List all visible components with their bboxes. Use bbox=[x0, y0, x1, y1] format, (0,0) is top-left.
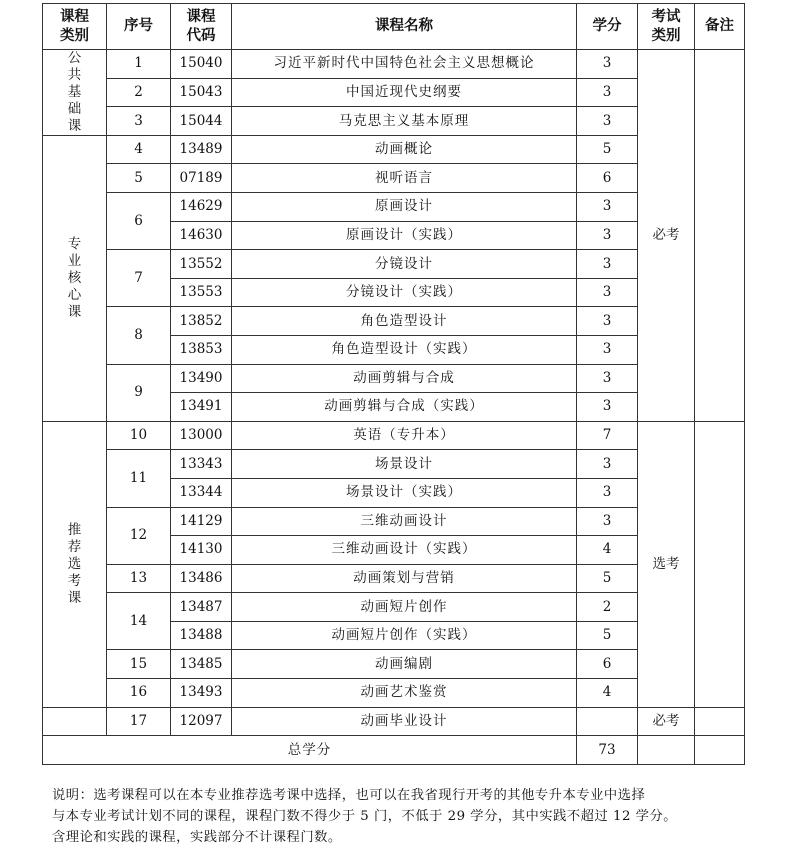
credits-cell: 3 bbox=[577, 478, 638, 507]
seq-cell: 12 bbox=[107, 507, 171, 564]
code-cell: 14629 bbox=[171, 192, 232, 221]
seq-cell: 9 bbox=[107, 364, 171, 421]
credits-cell: 3 bbox=[577, 78, 638, 107]
total-label: 总学分 bbox=[43, 736, 577, 765]
name-cell: 三维动画设计（实践） bbox=[232, 536, 577, 565]
credits-cell: 3 bbox=[577, 192, 638, 221]
table-row bbox=[43, 421, 745, 450]
category-public: 公共基础课 bbox=[43, 50, 107, 136]
curriculum-table bbox=[42, 3, 745, 765]
name-cell: 英语（专升本） bbox=[232, 421, 577, 450]
credits-cell: 3 bbox=[577, 307, 638, 336]
code-cell: 13000 bbox=[171, 421, 232, 450]
total-value: 73 bbox=[577, 736, 638, 765]
remarks-cell bbox=[695, 50, 745, 422]
name-cell: 角色造型设计 bbox=[232, 307, 577, 336]
seq-cell: 11 bbox=[107, 450, 171, 507]
code-cell: 13852 bbox=[171, 307, 232, 336]
name-cell: 动画概论 bbox=[232, 135, 577, 164]
name-cell: 习近平新时代中国特色社会主义思想概论 bbox=[232, 50, 577, 79]
name-cell: 动画剪辑与合成（实践） bbox=[232, 393, 577, 422]
code-cell: 07189 bbox=[171, 164, 232, 193]
credits-cell: 3 bbox=[577, 450, 638, 479]
remarks-cell bbox=[695, 421, 745, 707]
code-cell: 14630 bbox=[171, 221, 232, 250]
remarks-cell bbox=[695, 707, 745, 736]
header-remarks: 备注 bbox=[695, 4, 745, 50]
credits-cell: 3 bbox=[577, 107, 638, 136]
credits-cell: 5 bbox=[577, 621, 638, 650]
code-cell: 15044 bbox=[171, 107, 232, 136]
code-cell: 13488 bbox=[171, 621, 232, 650]
credits-cell: 5 bbox=[577, 564, 638, 593]
code-cell: 13491 bbox=[171, 393, 232, 422]
credits-cell: 2 bbox=[577, 593, 638, 622]
code-cell: 14130 bbox=[171, 536, 232, 565]
seq-cell: 2 bbox=[107, 78, 171, 107]
seq-cell: 6 bbox=[107, 192, 171, 249]
credits-cell: 3 bbox=[577, 507, 638, 536]
code-cell: 15040 bbox=[171, 50, 232, 79]
code-cell: 12097 bbox=[171, 707, 232, 736]
credits-cell: 6 bbox=[577, 164, 638, 193]
total-empty-cell bbox=[695, 736, 745, 765]
name-cell: 场景设计（实践） bbox=[232, 478, 577, 507]
code-cell: 13553 bbox=[171, 278, 232, 307]
code-cell: 13487 bbox=[171, 593, 232, 622]
name-cell: 三维动画设计 bbox=[232, 507, 577, 536]
code-cell: 14129 bbox=[171, 507, 232, 536]
seq-cell: 10 bbox=[107, 421, 171, 450]
code-cell: 13344 bbox=[171, 478, 232, 507]
category-elective: 推荐选考课 bbox=[43, 421, 107, 707]
code-cell: 13486 bbox=[171, 564, 232, 593]
name-cell: 马克思主义基本原理 bbox=[232, 107, 577, 136]
name-cell: 动画毕业设计 bbox=[232, 707, 577, 736]
credits-cell: 6 bbox=[577, 650, 638, 679]
credits-cell: 3 bbox=[577, 250, 638, 279]
name-cell: 场景设计 bbox=[232, 450, 577, 479]
name-cell: 动画策划与营销 bbox=[232, 564, 577, 593]
seq-cell: 17 bbox=[107, 707, 171, 736]
total-row bbox=[43, 736, 745, 765]
header-code: 课程代码 bbox=[171, 4, 232, 50]
category-core: 专业核心课 bbox=[43, 135, 107, 421]
table-row bbox=[43, 707, 745, 736]
code-cell: 13485 bbox=[171, 650, 232, 679]
name-cell: 动画短片创作 bbox=[232, 593, 577, 622]
category-empty-cell bbox=[43, 707, 107, 736]
seq-cell: 5 bbox=[107, 164, 171, 193]
code-cell: 15043 bbox=[171, 78, 232, 107]
exam-type-required-final: 必考 bbox=[638, 707, 695, 736]
credits-cell: 3 bbox=[577, 335, 638, 364]
name-cell: 动画剪辑与合成 bbox=[232, 364, 577, 393]
exam-type-required: 必考 bbox=[638, 50, 695, 422]
seq-cell: 8 bbox=[107, 307, 171, 364]
code-cell: 13493 bbox=[171, 679, 232, 708]
credits-cell: 3 bbox=[577, 221, 638, 250]
credits-cell: 4 bbox=[577, 679, 638, 708]
name-cell: 原画设计 bbox=[232, 192, 577, 221]
credits-cell bbox=[577, 707, 638, 736]
name-cell: 动画编剧 bbox=[232, 650, 577, 679]
credits-cell: 3 bbox=[577, 278, 638, 307]
footnote-line: 与本专业考试计划不同的课程，课程门数不得少于 5 门，不低于 29 学分，其中实践不超过 12 学分。 bbox=[52, 809, 678, 824]
curriculum-document bbox=[42, 3, 744, 765]
seq-cell: 3 bbox=[107, 107, 171, 136]
header-credits: 学分 bbox=[577, 4, 638, 50]
code-cell: 13552 bbox=[171, 250, 232, 279]
seq-cell: 16 bbox=[107, 679, 171, 708]
seq-cell: 14 bbox=[107, 593, 171, 650]
footnote-line: 说明：选考课程可以在本专业推荐选考课中选择，也可以在我省现行开考的其他专升本专业中选择 bbox=[52, 788, 646, 803]
seq-cell: 15 bbox=[107, 650, 171, 679]
code-cell: 13343 bbox=[171, 450, 232, 479]
seq-cell: 13 bbox=[107, 564, 171, 593]
name-cell: 分镜设计（实践） bbox=[232, 278, 577, 307]
seq-cell: 7 bbox=[107, 250, 171, 307]
footnote bbox=[52, 785, 744, 848]
name-cell: 角色造型设计（实践） bbox=[232, 335, 577, 364]
credits-cell: 4 bbox=[577, 536, 638, 565]
code-cell: 13853 bbox=[171, 335, 232, 364]
name-cell: 分镜设计 bbox=[232, 250, 577, 279]
code-cell: 13490 bbox=[171, 364, 232, 393]
name-cell: 视听语言 bbox=[232, 164, 577, 193]
name-cell: 原画设计（实践） bbox=[232, 221, 577, 250]
seq-cell: 1 bbox=[107, 50, 171, 79]
code-cell: 13489 bbox=[171, 135, 232, 164]
header-category: 课程类别 bbox=[43, 4, 107, 50]
seq-cell: 4 bbox=[107, 135, 171, 164]
credits-cell: 7 bbox=[577, 421, 638, 450]
total-empty-cell bbox=[638, 736, 695, 765]
credits-cell: 3 bbox=[577, 364, 638, 393]
credits-cell: 5 bbox=[577, 135, 638, 164]
header-name: 课程名称 bbox=[232, 4, 577, 50]
header-seq: 序号 bbox=[107, 4, 171, 50]
credits-cell: 3 bbox=[577, 50, 638, 79]
name-cell: 中国近现代史纲要 bbox=[232, 78, 577, 107]
credits-cell: 3 bbox=[577, 393, 638, 422]
name-cell: 动画短片创作（实践） bbox=[232, 621, 577, 650]
table-row bbox=[43, 50, 745, 79]
name-cell: 动画艺术鉴赏 bbox=[232, 679, 577, 708]
footnote-line: 含理论和实践的课程，实践部分不计课程门数。 bbox=[52, 830, 342, 845]
header-exam-type: 考试类别 bbox=[638, 4, 695, 50]
table-header-row bbox=[43, 4, 745, 50]
exam-type-elective: 选考 bbox=[638, 421, 695, 707]
